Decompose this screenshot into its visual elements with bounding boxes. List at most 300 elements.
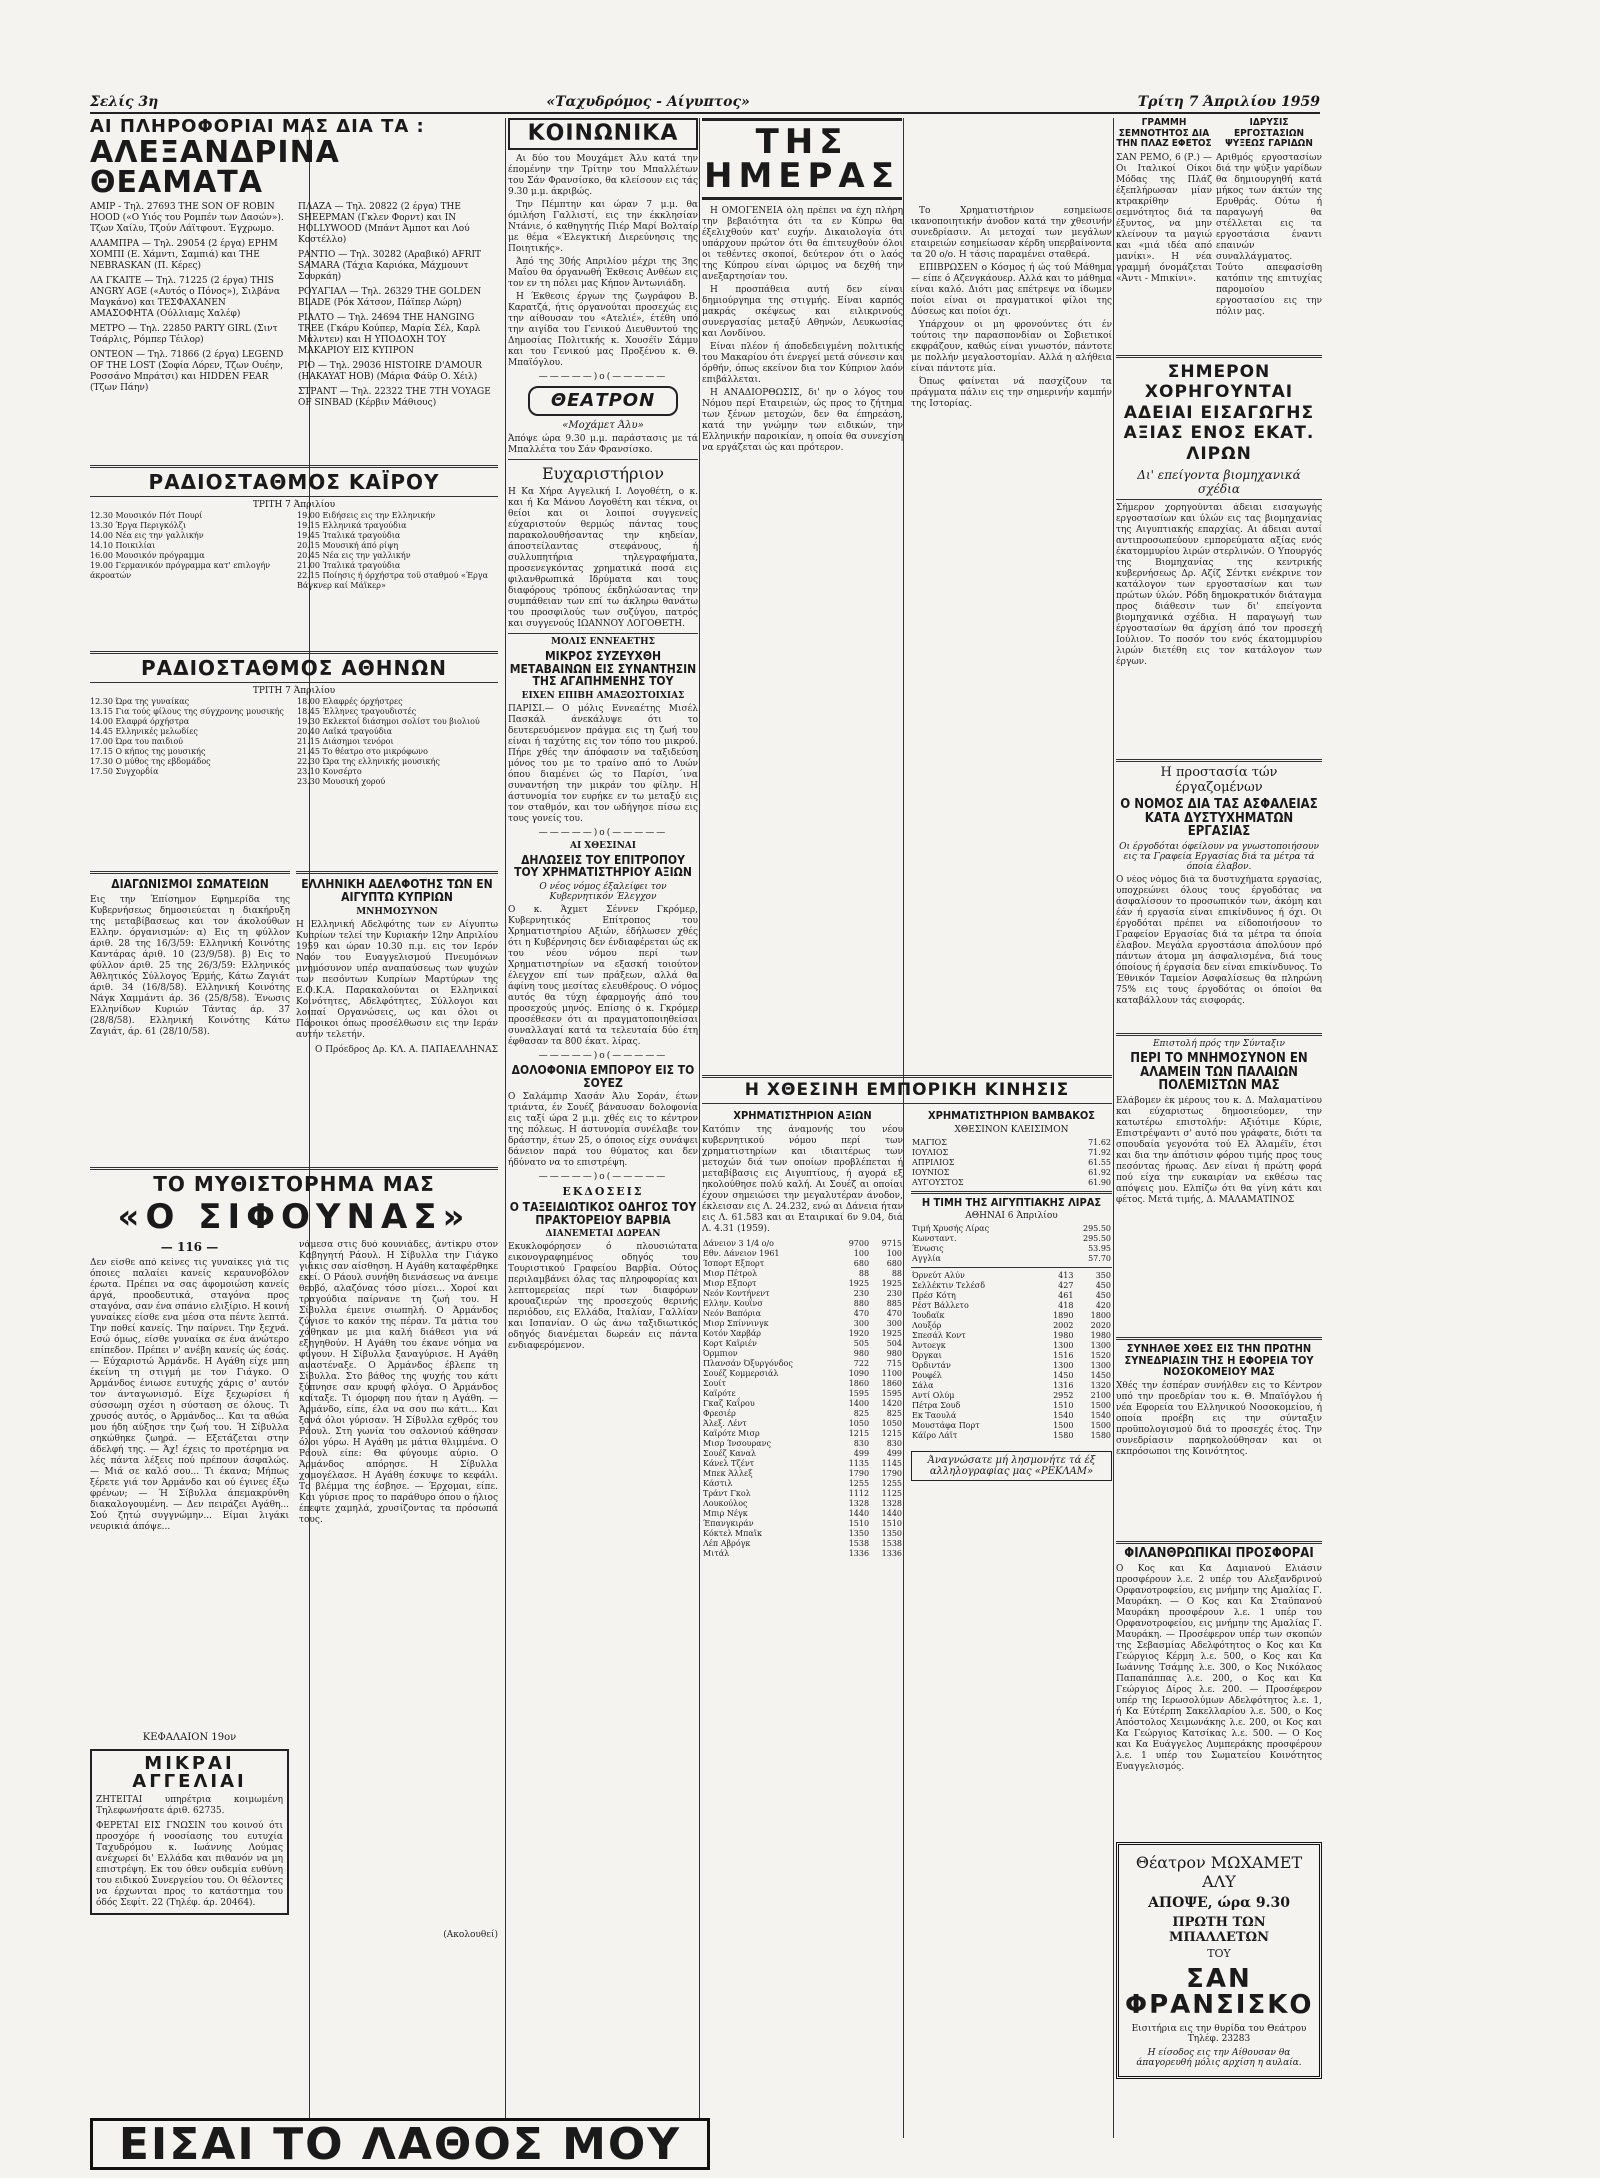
row-label: Λέπ Αβρόγκ [703, 1538, 751, 1548]
row-label: Τράντ Γκολ [703, 1488, 751, 1498]
row-label: Κάνελ Τζέντ [703, 1458, 755, 1468]
row-label: Κάστιλ [703, 1478, 733, 1488]
cypriots-article [296, 868, 498, 1158]
row-value: 1300 [1090, 1361, 1111, 1371]
day-paragraph: Είναι πλέον ή άποδεδειγμένη πολιτικής του Μακαρίου ότι ένεργεί μετά σύνεσιν και όρθήν, όπως εκείνον δια τον Κύπριον λαόν επιβάλλεται. [702, 342, 903, 385]
pound-subhead: ΑΘΗΝΑΙ 6 Άπριλίου [965, 1211, 1058, 1222]
theater-ad-box [1116, 1842, 1322, 2079]
program-item: 22.30 Ώρα της ελληνικής μουσικής [297, 757, 440, 766]
novel-continues: (Ακολουθεί) [443, 1930, 498, 1940]
masthead [90, 92, 1320, 114]
program-item: 14.10 Ποικιλίαι [90, 541, 156, 550]
row-label: Μισρ Ίνσουρανς [703, 1438, 771, 1448]
row-value: 1100 [881, 1368, 902, 1378]
row-value: 88 [891, 1268, 902, 1278]
social-body [508, 154, 698, 369]
market-row [911, 1391, 1112, 1401]
cinema-entry: ΡΙΑΛΤΟ — Τηλ. 24694 THE HANGING TREE (Γκάρυ Κούπερ, Μαρία Σέλ, Καρλ Μάλντεν) και Η ΥΠΟΔΟΧΗ ΤΟΥ ΜΑΚΑΡΙΟΥ ΕΙΣ ΚΥΠΡΟΝ [298, 313, 481, 356]
row-value: 1050 [881, 1418, 902, 1428]
day-paragraph: Η προσπάθεια αυτή δεν είναι δημιούργημα της στιγμής. Είναι καρπός μακράς σκέψεως και ειλικρινούς συνεργασίας μεταξύ Αθηνών, Λευκωσίας και Λονδίνου. [702, 285, 903, 339]
novel-chapter: ΚΕΦΑΛΑΙΟΝ 19ον [142, 1732, 237, 1743]
day-headline: ΤΗΣ ΗΜΕΡΑΣ [702, 118, 902, 200]
stock-row [702, 1319, 903, 1329]
row-value: 1980 [1090, 1331, 1111, 1341]
ornament-divider: —————)o(————— [538, 1172, 668, 1183]
labor-law-article [1116, 756, 1322, 1026]
publications-kicker: ΕΚΔΟΣΕΙΣ [562, 1185, 644, 1199]
row-value: 1125 [881, 1488, 902, 1498]
row-label: ΙΟΥΝΙΟΣ [912, 1167, 950, 1177]
exchange-kicker: ΑΙ ΧΘΕΣΙΝΑΙ [569, 840, 636, 851]
row-label: Ρουφέλ [912, 1371, 942, 1381]
beach-body: ΣΑΝ ΡΕΜΟ, 6 (Ρ.) — Οι Ιταλικοί Οίκοι Μόδας της Πλάζ έξεπλήρωσαν μίαν κτρακρίθην σεμνότητος διά τα έξυντος, να μην κλείνουν τα μαγιώ και «μιά ιδέα από μανίκι». Η νέα γραμμή όνομάζεται «Άντι - Μπικίνι». [1116, 152, 1212, 284]
row-value: 1890 [1053, 1311, 1074, 1321]
contests-headline: ΔΙΑΓΩΝΙΣΜΟΙ ΣΩΜΑΤΕΙΩΝ [111, 877, 269, 891]
radio-athens-section [90, 648, 498, 863]
market-row [911, 1381, 1112, 1391]
pound-headline: Η ΤΙΜΗ ΤΗΣ ΑΙΓΥΠΤΙΑΚΗΣ ΛΙΡΑΣ [921, 1195, 1102, 1209]
cinema-entry: ΟΝΤΕΟΝ — Τηλ. 71866 (2 έργα) LEGEND OF THE LOST (Σοφία Λόρεν, Τζων Ουέην, Ροσσάνο Μπράτσι) και HIDDEN FEAR (Τζων Πάην) [90, 350, 284, 393]
program-item: 17.50 Συγχορδία [90, 767, 159, 776]
row-value: 1112 [848, 1488, 870, 1498]
stock-body: Κατόπιν της άναμονής του νέου κυβερνητικού νόμου περί των χρηματιστηρίων και ιδιαιτέρως των μετοχών διά των οποίων προβλέπεται ή μεταβίβασις εις Αιγυπτίους, ή αγορά εξ ηκολούθησε πολύ καλή. Αι Σουέζ αι οποίαι έχουν σημειώσει την μεγαλυτέραν άνοδον, έκλεισαν εις Λ. 24.232, ενώ αι Δάνεια ήταν εις Λ. 61.583 και αι Εταιρικαί 6ν 9.04, διά Λ. 4.31 (1959). [702, 1124, 903, 1234]
day-paragraph: ΕΠΙΒΡΩΣΕΝ ο Κόσμος ή ώς τού Μάθημα — είπε ό Αζενγκάουερ. Αλλά και το μάθημα είναι καλό. Διότι μας επέτρεψε να ίδωμεν ποίοι είναι οι πραγματικοί φίλοι της Δύσεως και ποίοι όχι. [911, 263, 1112, 317]
row-value: 499 [853, 1448, 870, 1458]
song-banner: ΕΙΣΑΙ ΤΟ ΛΑΘΟΣ ΜΟΥ [90, 2118, 710, 2170]
row-value: 470 [853, 1308, 870, 1318]
memorial-body: Ελάβομεν έκ μέρους του κ. Δ. Μαλαματίνου και εύχαριστως δημοσιεύομεν, την κατωτέρω επιστολήν: Αξιότιμε Κύριε, Επιστρέψαντι σ' αυτό που γράφατε, διότι τα σπουδαία γεγονότα τού Ελ Άλαμέϊν, έτσι και δια την άπότισιν φόρου τιμής προς τους πεσόντας ήρωας. Δεν είναι ή πρώτη φορά πού είχα την ευκαιρίαν να εκθέσω τας απόψεις μου. Ελπίζω ότι θα γίνη κάτι και φέτος. Μετά τιμής, Δ. ΜΑΛΑΜΑΤΙΝΟΣ [1116, 1095, 1322, 1205]
row-label: Δάνειον 3 1/4 ο/ο [703, 1238, 774, 1248]
stock-row [702, 1289, 903, 1299]
row-label: Κόκτελ Μπαϊκ [703, 1528, 762, 1538]
ornament-divider: —————)o(————— [538, 827, 668, 838]
row-value: 1510 [1053, 1401, 1074, 1411]
row-value: 300 [886, 1318, 902, 1328]
column-divider [699, 118, 700, 2138]
theater-ad-title: Θέατρον ΜΩΧΑΜΕΤ ΑΛΥ [1135, 1853, 1303, 1891]
exchange-subhead: Ο νέος νόμος έξαλείφει τον Κυβερνητικόν Έλεγχον [539, 881, 667, 902]
row-label: Όρνεύτ Αλύν [912, 1271, 965, 1281]
stock-row [702, 1269, 903, 1279]
program-item: 16.00 Μουσικόν πρόγραμμα [90, 551, 205, 560]
cypriots-signature: Ο Πρόεδρος Δρ. ΚΛ. Α. ΠΑΠΑΕΛΛΗΝΑΣ [314, 1045, 498, 1056]
day-body-left [702, 206, 903, 1068]
row-label: Κοτόν Χαρβάρ [703, 1328, 761, 1338]
row-value: 413 [1058, 1271, 1074, 1281]
row-label: Πρέσ Κότη [912, 1291, 956, 1301]
row-value: 71.62 [1088, 1137, 1111, 1147]
stock-row [702, 1359, 903, 1369]
stock-row [702, 1279, 903, 1289]
row-value: 1336 [881, 1548, 902, 1558]
cinema-entry: ΜΕΤΡΟ — Τηλ. 22850 PARTY GIRL (Σιντ Τσάρλις, Ρόμπερ Τέιλορ) [90, 324, 278, 345]
column-divider [505, 118, 506, 2138]
contests-article [90, 868, 290, 1158]
row-value: 350 [1095, 1271, 1111, 1281]
stock-row [702, 1409, 903, 1419]
theater-ad-date: ΑΠΟΨΕ, ώρα 9.30 [1148, 1895, 1290, 1911]
row-value: 825 [853, 1408, 870, 1418]
market-row [911, 1401, 1112, 1411]
row-value: 1440 [848, 1508, 870, 1518]
row-label: Πλανσάν Όξυργόνδος [703, 1358, 793, 1368]
row-value: 1500 [1090, 1401, 1111, 1411]
row-value: 57.70 [1088, 1254, 1111, 1264]
row-value: 2952 [1053, 1391, 1074, 1401]
row-value: 1510 [848, 1518, 870, 1528]
row-value: 1538 [848, 1538, 870, 1548]
stock-row [702, 1379, 903, 1389]
day-body-right [911, 206, 1112, 1068]
program-item: 19.45 Ίταλικά τραγούδια [297, 531, 401, 540]
contests-body: Εις την Έπίσημον Εφημερίδα της Κυβερνήσεως δημοσιεύεται η διακήρυξη της μεταβίβασεως και τον άκολούθων Ελλην. όργανισμών: α) Εις τη φύλλον άριθ. 28 της 16/3/59: Ελληνική Κοινότης Καντάρας άριθ. 10 (23/9/58). β) Εις το φύλλον άριθ. 25 της 26/3/59: Ελληνικός Άθλητικός Σύλλογος Έρμής, Κάτω Ζαγιάτ άριθ. 34 (16/8/58). Ελληνική Κοινότης Νάγκ Χαμμάντι άρ. 36 (25/8/58). Ένωσις Ελληνίδων Κυριών Τάντας άρ. 37 (28/8/58). Ελληνική Κοινότης Κάτω Ζαγιάτ, άρ. 61 (28/10/58). [90, 894, 290, 1037]
novel-body-continued: νάμεσα στις δυό κουνιάδες, άντίκρυ στον Καβηγητή Ράουλ. Η Σίβυλλα την Γιάγκο γιάκις σαν αίσθηση. Η Αγάθη καταφέρθηκε εκεί. Ο Ράουλ συνήθη διενάσεως να άνειμε θεοβό, αλαζόνας τόσο μίσει... Χοροί και τραγούδια παίρνανε τη ζωή του. Η Σίβυλλα έμεινε σιωπηλή. Ο Άρμάνδος ζύγισε το κακόν της πέραν. Τα μάτια του χάθηκαν με μια καλή διάθεσι για νά εξηγηθούν. Η Αγάθη του έκανε νόημα να φύγουν. Η Σίβυλλα ξαναγύρισε. Η Αγάθη αναστέναξε. Ο Άρμάνδος έβλεπε τη Σίβυλλα. Στο βάθος της ψυχής του κάτι ξύπνησε σαν κρυφή φλόγα. Ο Άρμάνδος κοίταξε. Τι όμορφη που ήταν η Αγάθη. — Άρμάνδο, είπε, έλα να σου πω κάτι... Και ξανά όλοι γύρισαν. Ή Σίβυλλα εχθρός του Ράουλ. Στη γωνία του σαλονιού κάθησαν όλοι γύρω. Η Αγάθη με μάτια θλιμμένα. Ο Ράουλ είπε: Θα φύγουμε αύριο. Ο Άρμάνδος απόρησε. Η Σίβυλλα χαμογέλασε. Η Αγάθη έσκυψε το κεφάλι. Το βλέμμα της έσβησε. — Έρχομαι, είπε. Και γύρισε προς το παράθυρο όπου ο ήλιος έπεφτε χαμηλά, χρυσίζοντας τα πρόσωπά τους. [299, 1240, 498, 1525]
row-value: 1050 [848, 1418, 870, 1428]
stock-row [702, 1329, 903, 1339]
row-value: 1328 [848, 1498, 870, 1508]
story-kicker: ΜΟΛΙΣ ΕΝΝΕΑΕΤΗΣ [550, 637, 656, 647]
row-value: 9715 [881, 1238, 902, 1248]
row-value: 504 [886, 1338, 902, 1348]
stock-row [702, 1419, 903, 1429]
row-value: 1440 [881, 1508, 902, 1518]
novel-title: «Ο ΣΙΦΟΥΝΑΣ» [117, 1197, 471, 1237]
row-label: Εκ Ταουλά [912, 1411, 957, 1421]
stock-row [702, 1239, 903, 1249]
row-value: 1790 [881, 1468, 902, 1478]
row-label: Νεόν Βαπόρια [703, 1308, 761, 1318]
stock-row [702, 1389, 903, 1399]
market-row [911, 1321, 1112, 1331]
program-item: 22.15 Ποίησις ή όρχήστρα τοϋ σταθμού «Έργα Βάγκνερ καί Μάϊκερ» [297, 571, 488, 590]
program-item: 14.00 Ελαφρά όρχήστρα [90, 717, 190, 726]
row-label: Ένωσις [912, 1244, 944, 1254]
row-label: Μιτάλ [703, 1548, 730, 1558]
imports-body: Σήμερον χορηγούνται άδειαι εισαγωγής εργοστασίων και ύλών εις τας βιομηχανίας της Αιγυπτιακής επαρχίας. Αι άδειαι αυταί αντιπροσωπεύουν εμπορεύματα αξίας ενός έκατομμυρίου λιρών στερλινών. Ο Υπουργός της Βιομηχανίας της κεντρικής κυβερνήσεως Δρ. Αζίζ Σέντκι ενέκρινε τον κατάλογον των εργοστασίων και των πρώτων ύλών. Ρόδη δημοκρατικόν διάταγμα προς διάθεσιν των δι' επείγοντα βιομηχανικά σχέδια. Η παραγωγή των έργοστασίων θα άρχίση άπό τον προσεχή Ιούλιον. Το ποσόν του ενός έκατομμυρίου λιρών διετέθη εις τον κατάλογον των έργων. [1116, 502, 1322, 667]
cinema-entry: ΑΛΑΜΠΡΑ — Τηλ. 29054 (2 έργα) ΕΡΗΜ ΧΟΜΠΙ (Ε. Χάμντι, Σαμπιά) και THE NEBRASKAN (Π. Κέρες) [90, 239, 278, 271]
program-item: 17.00 Ώρα του παιδιού [90, 737, 183, 746]
novel-kicker: ΤΟ ΜΥΘΙΣΤΟΡΗΜΑ ΜΑΣ [153, 1172, 435, 1196]
social-column [508, 118, 698, 2108]
row-value: 230 [853, 1288, 870, 1298]
cotton-row [911, 1168, 1112, 1178]
row-label: Μπιρ Νέγκ [703, 1508, 748, 1518]
row-value: 295.50 [1083, 1224, 1111, 1234]
market-row [911, 1331, 1112, 1341]
row-value: 680 [853, 1258, 870, 1268]
memorial-headline: ΠΕΡΙ ΤΟ ΜΝΗΜΟΣΥΝΟΝ ΕΝ ΑΛΑΜΕΙΝ ΤΩΝ ΠΑΛΑΙΩΝ ΠΟΛΕΜΙΣΤΩΝ ΜΑΣ [1130, 1051, 1308, 1094]
program-item: 12.30 Μουσικόν Πότ Πουρί [90, 511, 203, 520]
theater-ad-line1: ΠΡΩΤΗ ΤΩΝ ΜΠΑΛΛΕΤΩΝ [1169, 1915, 1269, 1945]
imports-headline: ΣΗΜΕΡΟΝ ΧΟΡΗΓΟΥΝΤΑΙ ΑΔΕΙΑΙ ΕΙΣΑΓΩΓΗΣ ΑΞΙΑΣ ΕΝΟΣ ΕΚΑΤ. ΛΙΡΩΝ [1123, 362, 1315, 464]
hospital-body: Χθές την έσπέραν συνήλθεν εις το Κέντρον υπό την προεδρίαν του κ. Θ. Μπαϊόγλου ή νέα Εφορεία του Ελληνικού Νοσοκομείου, ή οποία προέβη εις την σύνταξιν προϋπολογισμού διά το προσεχές έτος. Την συνεδρίασιν παρηκολούθησαν και οι εκπρόσωποι της Κοινότητος. [1116, 1380, 1322, 1457]
pound-table [911, 1224, 1112, 1264]
theater-ad-line5: Η είσοδος εις την Αίθουσαν θα άπαγορευθή μόλις αρχίση η αυλαία. [1136, 2048, 1302, 2068]
row-value: 450 [1095, 1281, 1111, 1291]
row-label: Φρεσιέρ [703, 1408, 736, 1418]
row-value: 2020 [1090, 1321, 1111, 1331]
row-value: 1595 [881, 1388, 902, 1398]
row-value: 1400 [848, 1398, 870, 1408]
stock-row [702, 1459, 903, 1469]
row-value: 61.55 [1088, 1157, 1111, 1167]
stock-row [702, 1399, 903, 1409]
cotton-subhead: ΧΘΕΣΙΝΟΝ ΚΛΕΙΣΙΜΟΝ [954, 1124, 1069, 1135]
cypriots-body: Η Ελληνική Αδελφότης των εν Αίγυπτω Κυπρίων τελεί την Κυριακήν 12ην Απριλίου 1959 και ώραν 10.30 π.μ. εις τον Ιερόν Ναόν του Ευαγγελισμού Πνευμόνων μνημόσυνον υπέρ αναπαύσεως των ψυχών των πεσόντων Κυπρίων Μαρτύρων της Ε.Ο.Κ.Α. Παρακαλούνται οι Ελληνικαί Κοινότητες, Αδελφότητες, Σύλλογοι και λοιπαί Οργανώσεις, ως και όλοι οι Πάροικοι όπως προσέλθωσιν εις την Ιεράν αυτήν τελετήν. [296, 920, 498, 1041]
market-row [911, 1281, 1112, 1291]
program-item: 20.15 Μουσική άπό ρίψη [297, 541, 399, 550]
program-item: 14.45 Ελληνικές μελωδίες [90, 727, 198, 736]
row-value: 71.92 [1088, 1147, 1111, 1157]
row-label: Κορτ Καϊριέν [703, 1338, 757, 1348]
day-paragraph: Όπως φαίνεται νά πασχίζουν τα πράγματα πάλιν εις την σημερινήν καμπήν της Ιστορίας. [911, 377, 1112, 409]
program-item: 18.00 Ελαφρές όρχήστρες [297, 697, 403, 706]
program-item: 20.40 Λαϊκά τραγούδια [297, 727, 393, 736]
stock-row [702, 1479, 903, 1489]
row-value: 1135 [848, 1458, 870, 1468]
hospital-article [1116, 1334, 1322, 1534]
stock-row [702, 1349, 903, 1359]
row-value: 88 [858, 1268, 870, 1278]
cypriots-headline: ΕΛΛΗΝΙΚΗ ΑΔΕΛΦΟΤΗΣ ΤΩΝ ΕΝ ΑΙΓΥΠΤΩ ΚΥΠΡΙΩΝ [301, 877, 493, 904]
labor-subhead: Οι έργοδόται όφείλουν να γνωστοποιήσουν εις τα Γραφεία Εργασίας διά τα μέτρα τά όποία έλαβον. [1119, 841, 1319, 872]
row-value: 420 [1095, 1301, 1111, 1311]
stock-row [702, 1249, 903, 1259]
market-row [911, 1341, 1112, 1351]
row-value: 1350 [881, 1528, 902, 1538]
program-item: 23.10 Κονσέρτο [297, 767, 362, 776]
row-value: 1925 [881, 1328, 902, 1338]
row-value: 53.95 [1088, 1244, 1111, 1254]
row-label: Μπεκ Άλλεξ [703, 1468, 753, 1478]
row-value: 100 [853, 1248, 870, 1258]
stock-row [702, 1339, 903, 1349]
social-item: Άπό της 30ής Απριλίου μέχρι της 3ης Μαΐου θα όργανωθή Έκθεσις Ανθέων εις τον εν τη πόλει μας Κήπον Άντωνιάδη. [508, 257, 698, 289]
novel-installment: — 116 — [160, 1240, 219, 1254]
cinema-kicker: ΑΙ ΠΛΗΡΟΦΟΡΙΑΙ ΜΑΣ ΔΙΑ ΤΑ : [90, 118, 425, 137]
radio-cairo-section [90, 462, 498, 642]
radio-athens-left [90, 697, 291, 787]
ornament-divider: —————)o(————— [538, 372, 668, 382]
row-label: Ίσπορτ Εξπορτ [703, 1258, 765, 1268]
row-value: 461 [1058, 1291, 1074, 1301]
row-label: Σελλέκτιν Τελέσδ [912, 1281, 986, 1291]
hospital-headline: ΣΥΝΗΛΘΕ ΧΘΕΣ ΕΙΣ ΤΗΝ ΠΡΩΤΗΝ ΣΥΝΕΔΡΙΑΣΙΝ ΤΗΣ Η ΕΦΟΡΕΙΑ ΤΟΥ ΝΟΣΟΚΟΜΕΙΟΥ ΜΑΣ [1124, 1342, 1314, 1379]
row-value: 722 [853, 1358, 870, 1368]
program-item: 21.15 Διάσημοι τενόροι [297, 737, 394, 746]
social-headline: ΚΟΙΝΩΝΙΚΑ [508, 118, 698, 150]
row-label: Σουέζ Καναλ [703, 1448, 757, 1458]
thanks-body: Η Κα Χήρα Αγγελική Ι. Λογοθέτη, ο κ. και ή Κα Μάνου Λογοθέτη και τέκνα, οι θείοι και οι λοιποί συγγενείς εύχαριστούν θερμώς πάντας τους παρακολουθήσαντας την κηδείαν, άποστείλαντας στεφάνους, ή συλλυπητήρια τηλεγραφήματα, προσενεγκόντας χρηματικά ποσά εις φιλανθρωπικά Ιδρύματα και τους διαφόρους τρόπους έκδηλώσαντας την συμπάθειαν των επί τω άκληρω θανάτω του προσφιλούς των συζύγου, πατρός και συγγενούς ΙΩΑΝΝΟΥ ΛΟΓΟΘΕΤΗ. [508, 487, 698, 629]
row-value: 980 [886, 1348, 902, 1358]
row-value: 1215 [848, 1428, 870, 1438]
letter-kicker: Επιστολή πρός την Σύνταξιν [1152, 1039, 1286, 1049]
row-value: 418 [1058, 1301, 1074, 1311]
row-value: 1520 [1090, 1351, 1111, 1361]
cinema-entry: ΠΛΑΖΑ — Τηλ. 20822 (2 έργα) THE SHEEPMAN (Γκλεν Φορντ) και IN HOLLYWOOD (Μπάντ Άμποτ και Λού Κοστέλλο) [298, 202, 470, 245]
small-ads-box [90, 1749, 289, 1915]
row-label: Μουστάφα Πορτ [912, 1421, 980, 1431]
row-label: Όρδιντάν [912, 1361, 951, 1371]
social-item: Αι δύο του Μουχάμετ Άλυ κατά την έπομένην την Τρίτην του Μπαλλέτων του Σάν Φρανσίσκο, θα κλείσουν εις τάς 9.30 μ.μ. άκριβώς. [508, 154, 698, 197]
row-value: 980 [853, 1348, 870, 1358]
memorial-article [1116, 1030, 1322, 1330]
cotton-row [911, 1148, 1112, 1158]
exchange-headline: ΔΗΛΩΣΕΙΣ ΤΟΥ ΕΠΙΤΡΟΠΟΥ ΤΟΥ ΧΡΗΜΑΤΙΣΤΗΡΙΟΥ ΑΞΙΩΝ [514, 852, 692, 880]
row-label: ΜΑΓΙΟΣ [912, 1137, 947, 1147]
cinema-headline: ΑΛΕΞΑΝΔΡΙΝΑ ΘΕΑΜΑΤΑ [90, 135, 340, 200]
row-value: 1510 [881, 1518, 902, 1528]
row-value: 1540 [1090, 1411, 1111, 1421]
social-item: Η Έκθεσις έργων της ζωγράφου Β. Καρατζά, ήτις όργανούται προσεχώς εις την αίθουσαν του «Ατελιέ», έτέθη υπό την αιγίδα του Γενικού Διευθυντού της Δημοσίας Πολιτικής κ. Χουσέϊν Σάμμυ και του Γενικού μας Προξένου κ. Θ. Μπαϊόγλου. [508, 292, 698, 368]
row-label: Όργκαι [912, 1351, 942, 1361]
stock-row [702, 1519, 903, 1529]
stock-row [702, 1539, 903, 1549]
row-value: 2100 [1090, 1391, 1111, 1401]
cotton-table [911, 1138, 1112, 1188]
row-label: Ρέστ Βάλλετο [912, 1301, 969, 1311]
day-paragraph: Η ΑΝΑΔΙΟΡΘΩΣΙΣ, δι' ην ο λόγος του Νόμου περί Εταιρειών, ώς προς το ζήτημα των ξένων μετοχών, δεν θα έπηρεάση, κατά την γνώμην των ειδικών, την Ελληνικήν παροικίαν, η οποία θα συνεχίση να εργάζεται ώς και πρότερον. [702, 388, 903, 453]
row-value: 1595 [848, 1388, 870, 1398]
stock-row [702, 1529, 903, 1539]
row-value: 1450 [1090, 1371, 1111, 1381]
row-value: 505 [853, 1338, 870, 1348]
cotton-row [911, 1178, 1112, 1188]
thanks-headline: Ευχαριστήριον [542, 464, 664, 483]
row-label: ΑΥΓΟΥΣΤΟΣ [912, 1177, 964, 1187]
stock-row [702, 1509, 903, 1519]
row-value: 450 [1095, 1291, 1111, 1301]
cinema-entry: ΡΑΝΤΙΟ — Τηλ. 30282 (Αραβικό) AFRIT SAMARA (Τάχια Καριόκα, Μάχμουντ Σουρκάη) [298, 250, 482, 282]
imports-article [1116, 352, 1322, 752]
row-label: Πέτρα Σουδ [912, 1401, 961, 1411]
row-value: 1980 [1053, 1331, 1074, 1341]
market-row [911, 1431, 1112, 1441]
row-label: Άντοεγκ [912, 1341, 946, 1351]
charity-body: Ο Κος και Κα Δαμιανού Ελιάσιν προσφέρουν λ.ε. 2 υπέρ του Αλεξανδρινού Ορφανοτροφείου, εις μνήμην της Αμαλίας Γ. Μαυράκη. — Ο Κος και Κα Σταϋπανού Μαυράκη προσφέρουν λ.ε. 1 υπέρ του Ορφανοτροφείου, εις μνήμην της Αμαλίας Γ. Μαυράκη. — Προσέφερον υπέρ των σκοπών της Σεβασμίας Αδελφότητος ο Κος και Κα Γεώργιος Κέρμη λ.ε. 500, ο Κος και Κα Ιωάννης Τσάμης λ.ε. 300, ο Κος Νικόλαος Παπαπάππας λ.ε. 200, ο Κος και Κα Γεώργιος Δίρος λ.ε. 200. — Προσέφερον υπέρ της Ιερωσολύμων Αδελφότητος λ.ε. 1, ή Κα Εύτέρπη Σακελλαρίου λ.ε. 500, ο Κος Απόστολος Χειμωνάκης λ.ε. 200, οι Κος και Κα Γεώργιος Κατσίκας λ.ε. 500. — Ο Κος και Κα Ευάγγελος Λυμπεράκης προσφέρουν λ.ε. 1 υπέρ του Σωματείου Κοινότητος Ευαγγελισμός. [1116, 1563, 1322, 1772]
row-value: 1925 [848, 1278, 870, 1288]
cinema-entry: ΡΟΥΑΓΙΑΛ — Τηλ. 26329 THE GOLDEN BLADE (Ρόκ Χάτσον, Πάϊπερ Λώρη) [298, 287, 482, 308]
program-item: 18.45 Έλληνες τραγουδιστές [297, 707, 417, 716]
newspaper-name: «Ταχυδρόμος - Αίγυπτος» [546, 94, 750, 110]
novel-section [90, 1164, 498, 2124]
market-row [911, 1421, 1112, 1431]
radio-cairo-title: ΡΑΔΙΟΣΤΑΘΜΟΣ ΚΑΪΡΟΥ [148, 470, 440, 494]
row-value: 825 [886, 1408, 902, 1418]
day-paragraph: Η ΟΜΟΓΕΝΕΙΑ όλη πρέπει να έχη πλήρη την βεβαιότητα ότι τα εν Κύπρω θα έξελιχθούν κατ' ευχήν. Δικαιολογία ότι υπάρχουν πρώτον ότι θα έπιτευχθούν όλοι οι τεθέντες σκοποί, δεύτερον ότι ο λαός της Κύπρου είναι ώριμος να δεχθή την ανεξαρτησίαν του. [702, 206, 903, 282]
cinema-entry: ΣΤΡΑΝΤ — Τηλ. 22322 THE 7TH VOYAGE OF SINBAD (Κέρβιν Μάθιους) [298, 387, 491, 408]
stock-row [702, 1309, 903, 1319]
program-item: 19.15 Ελληνικά τραγούδια [297, 521, 407, 530]
row-value: 680 [886, 1258, 902, 1268]
stock-row [702, 1259, 903, 1269]
row-value: 1215 [881, 1428, 902, 1438]
cinema-entry: ΑΜΙΡ - Τηλ. 27693 THE SON OF ROBIN HOOD («Ο Υιός του Ρομπέν των Δασών»). Τζων Χαίλυ, Τζούν Λάϊτφουτ. Έγχρωμο. [90, 202, 284, 234]
labor-headline: Ο ΝΟΜΟΣ ΔΙΑ ΤΑΣ ΑΣΦΑΛΕΙΑΣ ΚΑΤΑ ΔΥΣΤΥΧΗΜΑΤΩΝ ΕΡΓΑΣΙΑΣ [1120, 797, 1318, 840]
row-value: 61.90 [1088, 1177, 1111, 1187]
commerce-section [702, 1072, 1112, 2122]
row-label: Καϊρότε [703, 1388, 736, 1398]
program-item: 13.30 Έργα Περιγκόλζι [90, 521, 187, 530]
row-value: 300 [853, 1318, 870, 1328]
small-ad: ΦΕΡΕΤΑΙ ΕΙΣ ΓΝΩΣΙΝ του κοινού ότι προσχόρε ή νοοσίασης του ευτυχία Ταχυδρόμου κ. Ιωάννης Λούμας ανέχωρεί δι' Ελλάδα και πιθανόν να μη επιστρέψη. Εκ του όθεν ουδεμία ευθύνη του ειδικού Συνεργείου του. Οι θέλοντες να έρχωνται προς το κατάστημα του όδός Σεφίτ. 22 (Τηλέφ. άρ. 20464). [96, 1821, 283, 1908]
market-row [911, 1351, 1112, 1361]
row-value: 1500 [1053, 1421, 1074, 1431]
row-value: 499 [886, 1448, 902, 1458]
pound-row [911, 1244, 1112, 1254]
cotton-row [911, 1158, 1112, 1168]
pound-row [911, 1224, 1112, 1234]
stock-row [702, 1499, 903, 1509]
row-value: 1420 [881, 1398, 902, 1408]
row-label: Καϊρότε Μισρ [703, 1428, 760, 1438]
radio-cairo-date: ΤΡΙΤΗ 7 Άπριλίου [252, 500, 336, 510]
row-value: 1538 [881, 1538, 902, 1548]
row-label: Αντί Ολύμ [912, 1391, 955, 1401]
row-value: 1540 [1053, 1411, 1074, 1421]
row-value: 1090 [848, 1368, 870, 1378]
row-value: 1925 [881, 1278, 902, 1288]
program-item: 19.00 Γερμανικόν πρόγραμμα κατ' επιλογήν άκροατών [90, 561, 271, 580]
program-item: 17.15 Ο κήπος της μουσικής [90, 747, 206, 756]
murder-headline: ΔΟΛΟΦΟΝΙΑ ΕΜΠΟΡΟΥ ΕΙΣ ΤΟ ΣΟΥΕΖ [511, 1062, 695, 1090]
row-label: Όρμπιον [703, 1348, 738, 1358]
story-body: ΠΑΡΙΣΙ.— Ο μόλις Εννεαέτης Μισέλ Πασκάλ άνεκάλυψε ότι το δευτερευόμενον πράγμα εις τη ζωή του είναι ή ταχύτης εις τον τόπο του μικρού. Πήρε χθές την άπόφασιν να ταξιδεύση μόνος του με το τραίνο από το Λυών όπου διαμένει ώς το Παρίσι, ΄ινα συναντήση την μικράν του φίλην. Η άστυνομία τον ευρήκε εν τω μεταξύ εις τον σταθμόν, και τον ωδήγησε πίσω εις τους γονείς του. [508, 703, 698, 824]
row-label: Σάλα [912, 1381, 934, 1391]
publications-headline: Ο ΤΑΞΕΙΔΙΩΤΙΚΟΣ ΟΔΗΓΟΣ ΤΟΥ ΠΡΑΚΤΟΡΕΙΟΥ ΒΑΡΒΙΑ [509, 1200, 697, 1227]
theater-masthead: ΘΕΑΤΡΟΝ [528, 386, 678, 416]
radio-athens-right [297, 697, 498, 787]
row-label: Σουίτ [703, 1378, 726, 1388]
stock-exchange [702, 1107, 903, 1559]
row-value: 715 [886, 1358, 902, 1368]
row-value: 230 [886, 1288, 902, 1298]
program-item: 13.15 Για τούς φίλους της σύγχρονης μουσικής [90, 707, 284, 716]
row-label: Τιμή Χρυσής Λίρας [912, 1224, 990, 1234]
row-label: Λουξόρ [912, 1321, 942, 1331]
row-value: 830 [886, 1438, 902, 1448]
row-value: 880 [853, 1298, 870, 1308]
cotton-row [911, 1138, 1112, 1148]
column-divider [1113, 118, 1114, 2138]
stock-row [702, 1489, 903, 1499]
program-item: 21.45 Το θέατρο στο μικρόφωνο [297, 747, 428, 756]
theater-ad-line4: Εισιτήρια εις την θυρίδα του Θεάτρου Τηλέφ. 23283 [1131, 2024, 1307, 2044]
row-value: 61.92 [1088, 1167, 1111, 1177]
row-value: 1300 [1090, 1341, 1111, 1351]
row-value: 1580 [1090, 1431, 1111, 1441]
stock-row [702, 1469, 903, 1479]
shrimp-headline: ΙΔΡΥΣΙΣ ΕΡΓΟΣΤΑΣΙΩΝ ΨΥΞΕΩΣ ΓΑΡΙΔΩΝ [1225, 118, 1313, 149]
beach-headline: ΓΡΑΜΜΗ ΣΕΜΝΟΤΗΤΟΣ ΔΙΑ ΤΗΝ ΠΛΑΖ ΕΦΕΤΟΣ [1116, 118, 1212, 149]
small-ad: ΖΗΤΕΙΤΑΙ υπηρέτρια κοιμωμένη Τηλεφωνήσατε άριθ. 62735. [96, 1795, 283, 1816]
story-subhead: ΕΙΧΕΝ ΕΠΙΒΗ ΑΜΑΞΟΣΤΟΙΧΙΑΣ [521, 690, 685, 701]
imports-subhead: Δι' επείγοντα βιομηχανικά σχέδια [1137, 467, 1301, 496]
row-label: Μισρ Σπίννινγκ [703, 1318, 769, 1328]
row-value: 1800 [1090, 1311, 1111, 1321]
social-item: Την Πέμπτην και ώραν 7 μ.μ. θα όμιλήση Γαλλιστί, εις την έκκλησίαν Ντάνιε, ό καθηγητής Πιέρ Μαρί Βολταίρ με θέμα «Έλεγκτική Διερεύνησις της Ποιητικής». [508, 200, 698, 254]
row-label: Ίουδαϊκ [912, 1311, 945, 1321]
row-value: 9700 [848, 1238, 870, 1248]
cypriots-subhead: ΜΝΗΜΟΣΥΝΟΝ [356, 907, 438, 918]
small-ads-title: ΜΙΚΡΑΙ ΑΓΓΕΛΙΑΙ [132, 1753, 247, 1792]
row-value: 2002 [1053, 1321, 1074, 1331]
row-value: 1920 [848, 1328, 870, 1338]
cinema-section [90, 118, 498, 458]
row-label: Ελλην. Κουΐνσ [703, 1298, 763, 1308]
row-label: Γκαζ Καΐρου [703, 1398, 755, 1408]
program-item: 14.00 Νέα εις την γαλλικήν [90, 531, 204, 540]
